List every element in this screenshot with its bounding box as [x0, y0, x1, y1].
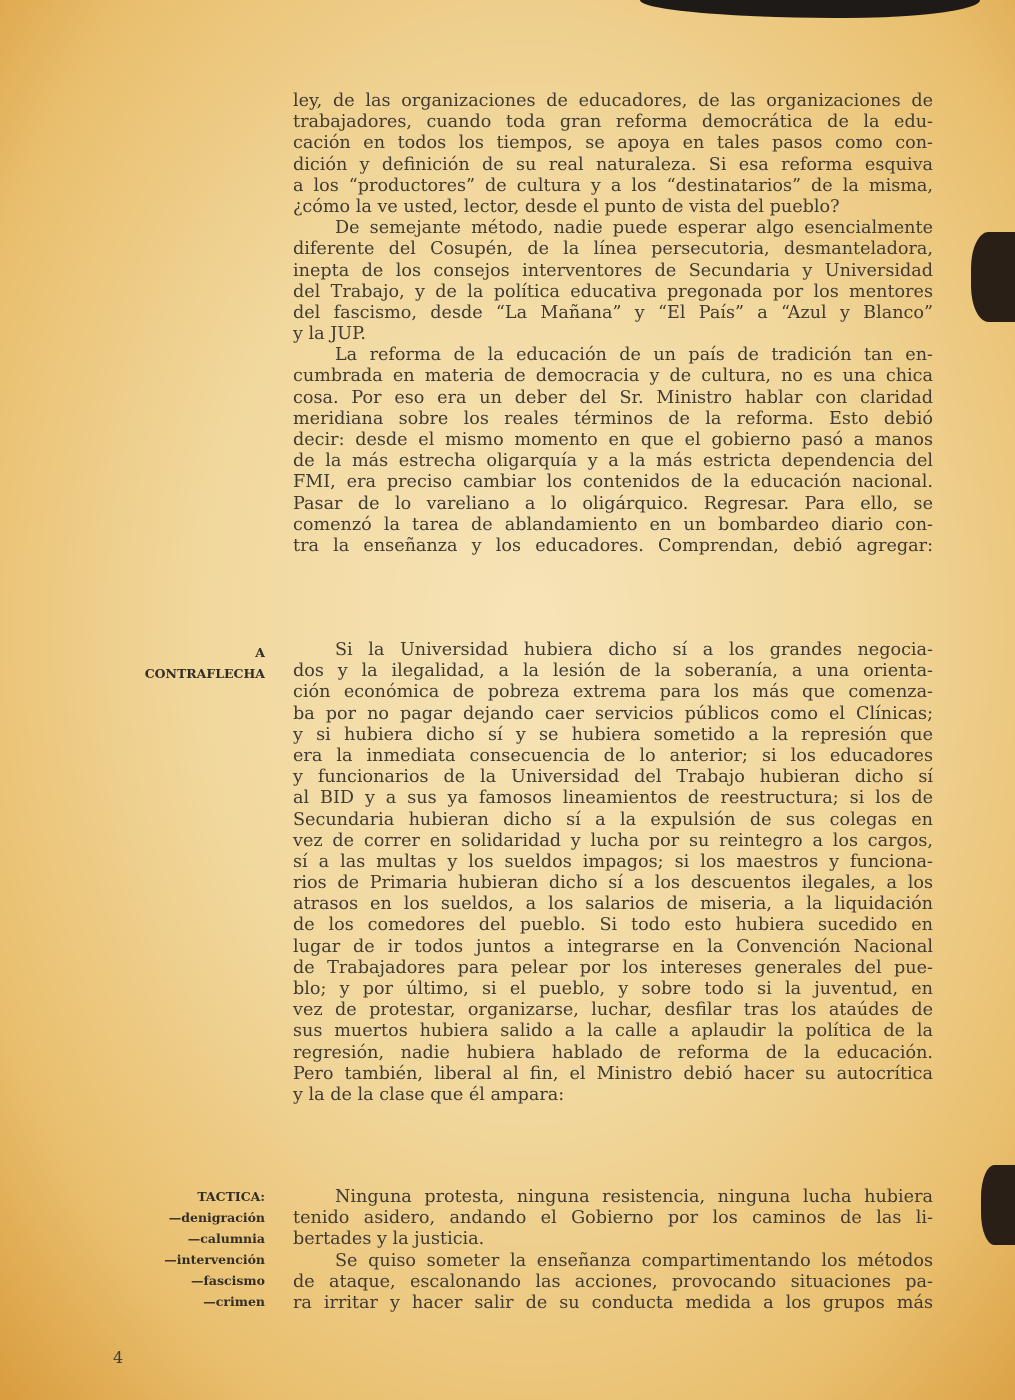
text-line: trabajadores, cuando toda gran reforma democrática de la edu- — [293, 112, 933, 133]
text-line: y la de la clase que él ampara: — [293, 1084, 565, 1105]
text-line: ra irritar y hacer salir de su conducta medida a los grupos más — [293, 1292, 933, 1313]
text-line: dición y definición de su real naturaleza. Si esa reforma esquiva — [293, 154, 933, 175]
text-line: del Trabajo, y de la política educativa pregonada por los mentores — [293, 281, 933, 302]
text-line: Ninguna protesta, ninguna resistencia, ninguna lucha hubiera — [335, 1187, 933, 1207]
text-line: del fascismo, desde “La Mañana” y “El País” a “Azul y Blanco” — [293, 302, 933, 323]
text-line: ¿cómo la ve usted, lector, desde el punto de vista del pueblo? — [293, 196, 840, 217]
margin-heading-contraflecha — [145, 642, 265, 684]
text-line: Se quiso someter la enseñanza compartimentando los métodos — [335, 1250, 933, 1271]
margin-heading-line: —calumnia — [187, 1231, 265, 1246]
text-line: de los comedores del pueblo. Si todo esto hubiera sucedido en — [293, 915, 933, 936]
text-line: Pasar de lo vareliano a lo oligárquico. Regresar. Para ello, se — [293, 493, 933, 514]
text-line: tenido asidero, andando el Gobierno por los caminos de las li- — [293, 1208, 933, 1229]
text-line: ley, de las organizaciones de educadores, de las organizaciones de — [293, 91, 933, 111]
text-line: decir: desde el mismo momento en que el gobierno pasó a manos — [293, 430, 933, 450]
margin-heading-line: —denigración — [168, 1210, 265, 1225]
text-line: sí a las multas y los sueldos impagos; si los maestros y funciona- — [293, 851, 933, 872]
text-line: y funcionarios de la Universidad del Trabajo hubieran dicho sí — [293, 767, 933, 788]
text-line: de ataque, escalonando las acciones, provocando situaciones pa- — [293, 1271, 933, 1292]
page-damage-top — [640, 0, 980, 18]
text-line: cación en todos los tiempos, se apoya en tales pasos como con- — [293, 133, 933, 154]
margin-heading-line: —fascismo — [191, 1273, 265, 1288]
text-line: Secundaria hubieran dicho sí a la expulsión de sus colegas en — [293, 809, 933, 830]
paragraph-block-1 — [293, 91, 933, 557]
text-line: bertades y la justicia. — [293, 1229, 485, 1250]
page-damage-right-1 — [971, 232, 1015, 322]
margin-heading-line: —crimen — [203, 1294, 265, 1309]
margin-heading-tactica — [164, 1186, 265, 1312]
text-line: comenzó la tarea de ablandamiento en un bombardeo diario con- — [293, 514, 933, 535]
text-line: de Trabajadores para pelear por los intereses generales del pue- — [293, 957, 933, 978]
text-line: vez de correr en solidaridad y lucha por su reintegro a los cargos, — [293, 830, 933, 851]
text-line: de la más estrecha oligarquía y a la más estricta dependencia del — [293, 451, 933, 472]
text-line: Pero también, liberal al fin, el Ministro debió hacer su autocrítica — [293, 1063, 933, 1084]
text-line: regresión, nadie hubiera hablado de reforma de la educación. — [293, 1042, 933, 1063]
text-line: blo; y por último, si el pueblo, y sobre todo si la juventud, en — [293, 979, 933, 999]
text-line: tra la enseñanza y los educadores. Comprendan, debió agregar: — [293, 535, 933, 556]
text-line: atrasos en los sueldos, a los salarios de miseria, a la liquidación — [293, 894, 933, 915]
text-line: ba por no pagar dejando caer servicios públicos como el Clínicas; — [293, 703, 933, 724]
text-line: meridiana sobre los reales términos de la reforma. Esto debió — [293, 408, 933, 429]
text-line: ción económica de pobreza extrema para los más que comenza- — [293, 682, 933, 703]
margin-heading-line: TACTICA: — [197, 1189, 265, 1204]
text-line: a los “productores” de cultura y a los “destinatarios” de la misma, — [293, 175, 933, 196]
text-line: FMI, era preciso cambiar los contenidos de la educación nacional. — [293, 472, 933, 493]
text-line: La reforma de la educación de un país de tradición tan en- — [335, 345, 933, 366]
page-damage-right-2 — [981, 1165, 1015, 1245]
paragraph-block-2 — [293, 640, 933, 1106]
text-line: cosa. Por eso era un deber del Sr. Ministro hablar con claridad — [293, 387, 933, 408]
text-line: y si hubiera dicho sí y se hubiera sometido a la represión que — [293, 724, 933, 745]
text-line: sus muertos hubiera salido a la calle a aplaudir la política de la — [293, 1021, 933, 1042]
text-line: rios de Primaria hubieran dicho sí a los descuentos ilegales, a los — [293, 873, 933, 894]
margin-heading-line: —intervención — [164, 1252, 265, 1267]
margin-heading-line: A — [255, 645, 265, 660]
margin-heading-line: CONTRAFLECHA — [144, 666, 265, 681]
text-line: dos y la ilegalidad, a la lesión de la soberanía, a una orienta- — [293, 661, 933, 682]
paragraph-block-3 — [293, 1187, 933, 1314]
text-line: y la JUP. — [293, 324, 366, 345]
text-line: diferente del Cosupén, de la línea persecutoria, desmanteladora, — [293, 239, 933, 260]
text-line: al BID y a sus ya famosos lineamientos de reestructura; si los de — [293, 788, 933, 809]
text-line: inepta de los consejos interventores de Secundaria y Universidad — [293, 260, 933, 281]
text-line: vez de protestar, organizarse, luchar, desfilar tras los ataúdes de — [293, 1000, 933, 1021]
text-line: De semejante método, nadie puede esperar algo esencialmente — [335, 218, 933, 239]
text-line: cumbrada en materia de democracia y de cultura, no es una chica — [293, 366, 933, 387]
page-number: 4 — [113, 1348, 124, 1367]
text-line: lugar de ir todos juntos a integrarse en la Convención Nacional — [293, 936, 933, 957]
text-line: Si la Universidad hubiera dicho sí a los grandes negocia- — [335, 640, 933, 660]
text-line: era la inmediata consecuencia de lo anterior; si los educadores — [293, 745, 933, 766]
